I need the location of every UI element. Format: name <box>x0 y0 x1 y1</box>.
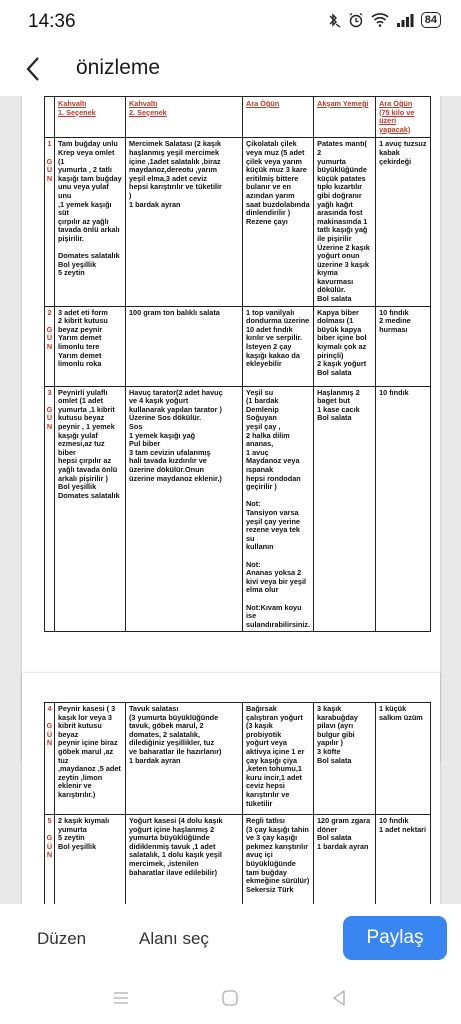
day-label: 1 G Ü N <box>45 138 55 306</box>
table-row <box>45 306 431 386</box>
document-preview[interactable] <box>0 96 461 904</box>
day-label: 3 G Ü N <box>45 386 55 632</box>
table-row <box>45 386 431 632</box>
document-page-1 <box>22 96 440 762</box>
day-label: 5 G Ü N <box>45 815 55 905</box>
share-button[interactable]: Paylaş <box>343 916 447 960</box>
table-row <box>45 703 431 815</box>
diet-plan-table-2 <box>44 702 431 904</box>
table-cell: Peynirli yulaflı omlet (1 adet yumurta ,1 kibrit kutusu beyaz peynir , 1 yemek kaşığı yulaf ezmesi,az tuz biber hepsi çırpılır az yağlı tavada önlü arkalı pişirilir ) Bol yeşillik Domates salatalık <box>55 386 126 632</box>
table-cell: Kapya biber dolması (1 büyük kapya biber içine bol kıymalı çok az pirinçli) 2 kaşık yoğurt Bol salata <box>314 306 376 386</box>
day-label: 4 G Ü N <box>45 703 55 815</box>
app-bar <box>0 42 461 96</box>
table-cell: Bağırsak çalıştıran yoğurt (3 kaşık probiyotik yoğurt veya aktivya içine 1 er çay kaşığı çiya ,keten tohumu,1 kuru incir,1 adet ceviz hepsi karıştırılır ve tüketilir <box>243 703 314 815</box>
table-cell: Mercimek Salatası (2 kaşık haşlanmış yeşil mercimek içine ,1adet salatalık ,biraz maydanoz,dereotu ,yarım yeşil elma,3 adet ceviz hepsi karıştırılır ve tüketilir ) 1 bardak ayran <box>126 138 243 306</box>
wifi-icon <box>371 12 389 28</box>
edit-button[interactable]: Düzen <box>37 929 87 948</box>
signal-icon <box>396 12 414 28</box>
table-cell: Tavuk salatası (3 yumurta büyüklüğünde tavuk, göbek marul, 2 domates, 2 salatalık, dilediğiniz yeşillikler, tuz ve baharatlar ile hazırlanır) 1 bardak ayran <box>126 703 243 815</box>
alarm-icon <box>348 12 364 28</box>
table-cell: Yeşil su (1 bardak Demlenip Soğuyan yeşil çay , 2 halka dilim ananas, 1 avuç Maydanoz veya ıspanak hepsi rondodan geçirilir ) Not: Tansiyon varsa yeşil çay yerine rezene veya tek su kullanın Not: Ananas yoksa 2 kivi veya bir yeşil elma olur Not:Kıvam koyu ise sulandırabilirsiniz. <box>243 386 314 632</box>
table-cell: 1 avuç tuzsuz kabak çekirdeği <box>376 138 431 306</box>
table-header-cell: Kahvaltı 1. Seçenek <box>55 97 126 138</box>
menu-icon[interactable] <box>112 990 130 1006</box>
table-cell: Tam buğday unlu Krep veya omlet (1 yumurta , 2 tatlı kaşığı tam buğday unu veya yulaf unu ,1 yemek kaşığı süt çırpılır az yağlı tavada önlü arkalı pişirilir. Domates salatalık Bol yeşillik 5 zeytin <box>55 138 126 306</box>
table-cell: 3 adet eti form 2 kibrit kutusu beyaz peynir Yarım demet limonlu tere Yarım demet limonlu roka <box>55 306 126 386</box>
table-cell: Regli tatlısı (3 çay kaşığı tahin ve 3 çay kaşığı pekmez karıştırılır avuç içi büyüklüğünde tam buğday ekmeğine sürülür) Sekersiz Türk <box>243 815 314 905</box>
day-label: 2 G Ü N <box>45 306 55 386</box>
table-header-row <box>45 97 431 138</box>
table-cell: Peynir kasesi ( 3 kaşık lor veya 3 kibrit kutusu beyaz peynir içine biraz göbek marul ,az tuz ,maydanoz ,5 adet zeytin ,limon eklenir ve karıştırılır.) <box>55 703 126 815</box>
table-cell: Haşlanmış 2 baget but 1 kase cacık Bol salata <box>314 386 376 632</box>
table-cell: 3 kaşık karabuğday pilavı (ayrı bulgur gibi yapılır ) 3 köfte Bol salata <box>314 703 376 815</box>
diet-plan-table-1 <box>44 96 431 632</box>
back-button[interactable] <box>16 52 50 86</box>
select-area-button[interactable]: Alanı seç <box>139 929 209 948</box>
table-cell: Havuç tarator(2 adet havuç ve 4 kaşık yoğurt kullanarak yapılan tarator ) Üzerine Sos dökülür. Sos 1 yemek kaşığı yağ Pul biber 3 tam cevizin ufalanmış hali tavada kızdırılır ve üzerine dökülür.Onun üzerine maydanoz eklenir.) <box>126 386 243 632</box>
table-cell: 10 fındık 1 adet nektari <box>376 815 431 905</box>
bottom-action-bar <box>0 904 461 974</box>
bluetooth-mute-icon <box>325 12 341 28</box>
table-cell: 10 fındık <box>376 386 431 632</box>
chevron-left-icon <box>25 56 41 82</box>
table-header-cell: Kahvaltı 2. Seçenek <box>126 97 243 138</box>
status-time: 14:36 <box>28 11 76 32</box>
table-header-cell: Ara Öğün <box>243 97 314 138</box>
table-row <box>45 138 431 306</box>
status-icons <box>325 12 441 28</box>
table-cell: 2 kaşık kıymalı yumurta 5 zeytin Bol yeşillik <box>55 815 126 905</box>
table-cell: 100 gram ton balıklı salata <box>126 306 243 386</box>
table-cell: 1 küçük salkım üzüm <box>376 703 431 815</box>
table-cell: 10 fındık 2 medine hurması <box>376 306 431 386</box>
table-cell: Çikolatalı çilek veya muz (5 adet çilek veya yarım küçük muz 3 kare eritilmiş bittere bulanır ve en azından yarım saat buzdolabında dinlendirilir ) Rezene çayı <box>243 138 314 306</box>
table-cell: Patates mantı( 2 yumurta büyüklüğünde küçük patates tıpkı kızartılır gibi doğranır yağlı kağıt arasında fost makinasında 1 tatlı kaşığı yağ ile pişirilir Üzerine 2 kaşık yoğurt onun üzerine 3 kaşık kıyma kavurması dökülür. Bol salata <box>314 138 376 306</box>
table-cell: 1 top vanilyalı dondurma üzerine 10 adet fındık kırılır ve serpilir. İsteyen 2 çay kaşığı kakao da ekleyebilir <box>243 306 314 386</box>
back-nav-icon[interactable] <box>331 989 347 1007</box>
home-icon[interactable] <box>221 989 239 1007</box>
table-cell: Yoğurt kasesi (4 dolu kaşık yoğurt içine haşlanmış 2 yumurta büyüklüğünde didiklenmiş tavuk ,1 adet salatalık, 1 dolu kaşık yeşil mercimek, ,istenilen baharatlar ilave edilebilir) <box>126 815 243 905</box>
table-header-blank <box>45 97 55 138</box>
system-nav-bar <box>0 974 461 1024</box>
battery-icon: 84 <box>421 12 441 28</box>
document-page-2 <box>22 673 440 904</box>
page-title: önizleme <box>76 56 161 79</box>
table-header-cell: Ara Öğün (75 kilo ve üzeri yapacak) <box>376 97 431 138</box>
table-header-cell: Akşam Yemeği <box>314 97 376 138</box>
table-cell: 120 gram zgara döner Bol salata 1 bardak ayran <box>314 815 376 905</box>
status-bar <box>0 0 461 42</box>
table-row <box>45 815 431 905</box>
